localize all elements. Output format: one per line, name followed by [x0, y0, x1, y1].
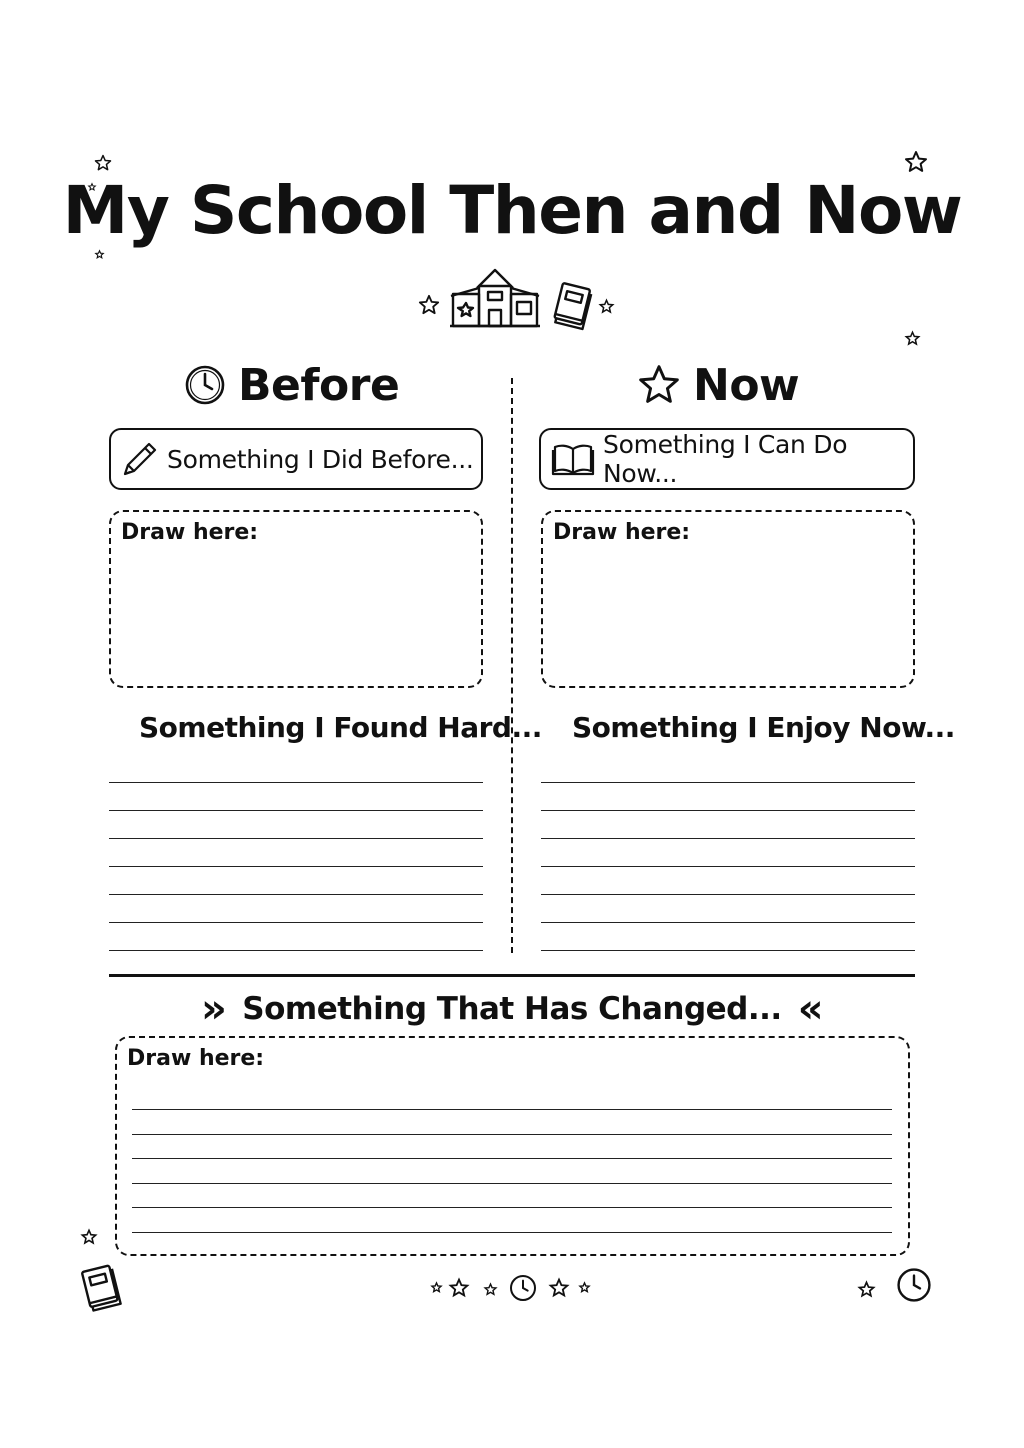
column-divider [511, 378, 513, 953]
draw-here-label: Draw here: [127, 1046, 265, 1071]
writing-line[interactable] [132, 1134, 892, 1135]
page-title: My School Then and Now [62, 172, 962, 249]
writing-line[interactable] [541, 922, 915, 923]
writing-line[interactable] [109, 810, 483, 811]
before-heading [184, 357, 399, 413]
open-book-icon [551, 441, 595, 477]
star-icon [95, 250, 104, 259]
star-icon [81, 1229, 97, 1245]
writing-line[interactable] [132, 1158, 892, 1159]
clock-icon [184, 364, 226, 406]
writing-line[interactable] [541, 838, 915, 839]
star-icon [637, 363, 681, 407]
star-icon [858, 1281, 875, 1298]
writing-line[interactable] [541, 894, 915, 895]
book-icon [80, 1264, 122, 1310]
book-icon [552, 282, 594, 328]
writing-line[interactable] [109, 866, 483, 867]
writing-line[interactable] [132, 1183, 892, 1184]
changed-heading [0, 986, 1024, 1032]
before-heading-label: Before [238, 359, 400, 411]
star-icon [431, 1282, 442, 1293]
changed-heading-label: Something That Has Changed... [242, 991, 782, 1027]
star-icon [905, 331, 920, 346]
writing-line[interactable] [109, 782, 483, 783]
double-chevron-left-icon: « [797, 986, 824, 1032]
before-draw-area[interactable] [109, 510, 483, 688]
before-prompt-box [109, 428, 483, 490]
before-sub-heading: Something I Found Hard... [139, 711, 542, 744]
writing-line[interactable] [541, 866, 915, 867]
writing-line[interactable] [109, 922, 483, 923]
star-icon [549, 1278, 569, 1298]
star-icon [449, 1278, 469, 1298]
now-sub-heading: Something I Enjoy Now... [572, 711, 955, 744]
now-prompt-box [539, 428, 915, 490]
clock-icon [896, 1267, 932, 1303]
writing-line[interactable] [132, 1232, 892, 1233]
writing-line[interactable] [541, 782, 915, 783]
writing-line[interactable] [109, 838, 483, 839]
before-prompt-label: Something I Did Before... [167, 444, 474, 474]
star-icon [579, 1282, 590, 1293]
changed-draw-area[interactable] [115, 1036, 910, 1256]
writing-line[interactable] [132, 1109, 892, 1110]
draw-here-label: Draw here: [553, 520, 691, 545]
star-icon [904, 150, 928, 174]
writing-line[interactable] [541, 950, 915, 951]
star-icon [418, 294, 440, 316]
section-separator [109, 974, 915, 977]
now-prompt-label: Something I Can Do Now... [603, 430, 848, 488]
pencil-icon [121, 440, 159, 478]
star-icon [599, 299, 614, 314]
school-building-icon [449, 266, 541, 328]
star-icon [94, 154, 112, 172]
writing-line[interactable] [109, 894, 483, 895]
writing-line[interactable] [541, 810, 915, 811]
draw-here-label: Draw here: [121, 520, 259, 545]
double-chevron-right-icon: » [200, 986, 227, 1032]
now-draw-area[interactable] [541, 510, 915, 688]
star-icon [484, 1283, 497, 1296]
clock-icon [509, 1274, 537, 1302]
writing-line[interactable] [109, 950, 483, 951]
now-heading-label: Now [693, 359, 800, 411]
writing-line[interactable] [132, 1207, 892, 1208]
now-heading [637, 357, 799, 413]
